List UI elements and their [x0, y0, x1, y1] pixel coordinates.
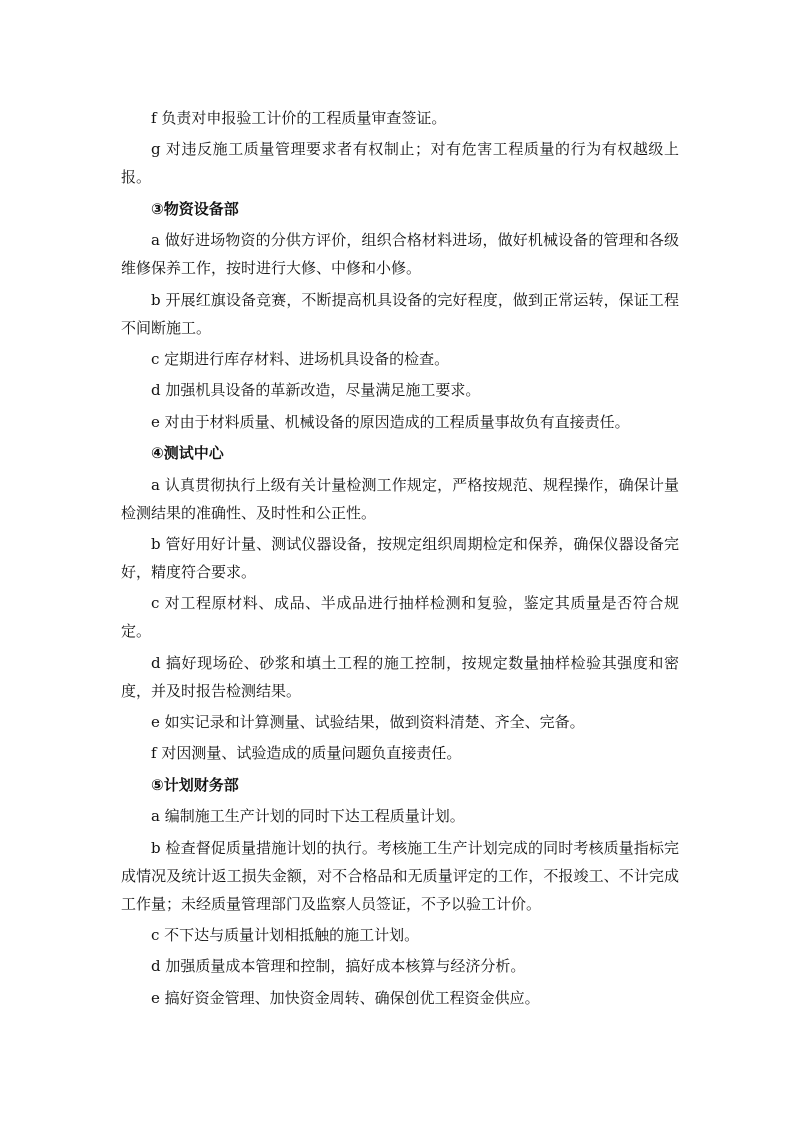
paragraph: b 管好用好计量、测试仪器设备，按规定组织周期检定和保养，确保仪器设备完好，精度符合要求。 — [121, 534, 679, 581]
paragraph: b 检查督促质量措施计划的执行。考核施工生产计划完成的同时考核质量指标完成情况及统计返工损失金额，对不合格品和无质量评定的工作，不报竣工、不计完成工作量；未经质量管理部门及监察人员签证，不予以验工计价。 — [121, 838, 679, 913]
paragraph: d 加强质量成本管理和控制，搞好成本核算与经济分析。 — [151, 957, 526, 976]
paragraph: g 对违反施工质量管理要求者有权制止；对有危害工程质量的行为有权越级上报。 — [121, 140, 679, 187]
paragraph: d 搞好现场砼、砂浆和填土工程的施工控制，按规定数量抽样检验其强度和密度，并及时报告检测结果。 — [121, 653, 679, 700]
paragraph: e 对由于材料质量、机械设备的原因造成的工程质量事故负有直接责任。 — [151, 412, 630, 431]
section-heading: ⑤计划财务部 — [151, 775, 239, 794]
paragraph: a 做好进场物资的分供方评价，组织合格材料进场，做好机械设备的管理和各级维修保养工作，按时进行大修、中修和小修。 — [121, 231, 679, 278]
paragraph: e 如实记录和计算测量、试验结果，做到资料清楚、齐全、完备。 — [151, 713, 585, 732]
paragraph: c 定期进行库存材料、进场机具设备的检查。 — [151, 349, 450, 368]
paragraph: e 搞好资金管理、加快资金周转、确保创优工程资金供应。 — [151, 988, 540, 1007]
paragraph: a 认真贯彻执行上级有关计量检测工作规定，严格按规范、规程操作，确保计量检测结果的准确性、及时性和公正性。 — [121, 475, 679, 522]
section-heading: ④测试中心 — [151, 444, 224, 463]
paragraph: c 不下达与质量计划相抵触的施工计划。 — [151, 926, 420, 945]
paragraph: d 加强机具设备的革新改造，尽量满足施工要求。 — [151, 381, 481, 400]
section-heading: ③物资设备部 — [151, 199, 239, 218]
document-body — [121, 104, 679, 1015]
paragraph: b 开展红旗设备竞赛，不断提高机具设备的完好程度，做到正常运转，保证工程不间断施工。 — [121, 290, 679, 337]
paragraph: f 负责对申报验工计价的工程质量审查签证。 — [151, 109, 447, 127]
paragraph: c 对工程原材料、成品、半成品进行抽样检测和复验，鉴定其质量是否符合规定。 — [121, 594, 679, 641]
paragraph: f 对因测量、试验造成的质量问题负直接责任。 — [151, 744, 462, 763]
paragraph: a 编制施工生产计划的同时下达工程质量计划。 — [151, 807, 465, 826]
